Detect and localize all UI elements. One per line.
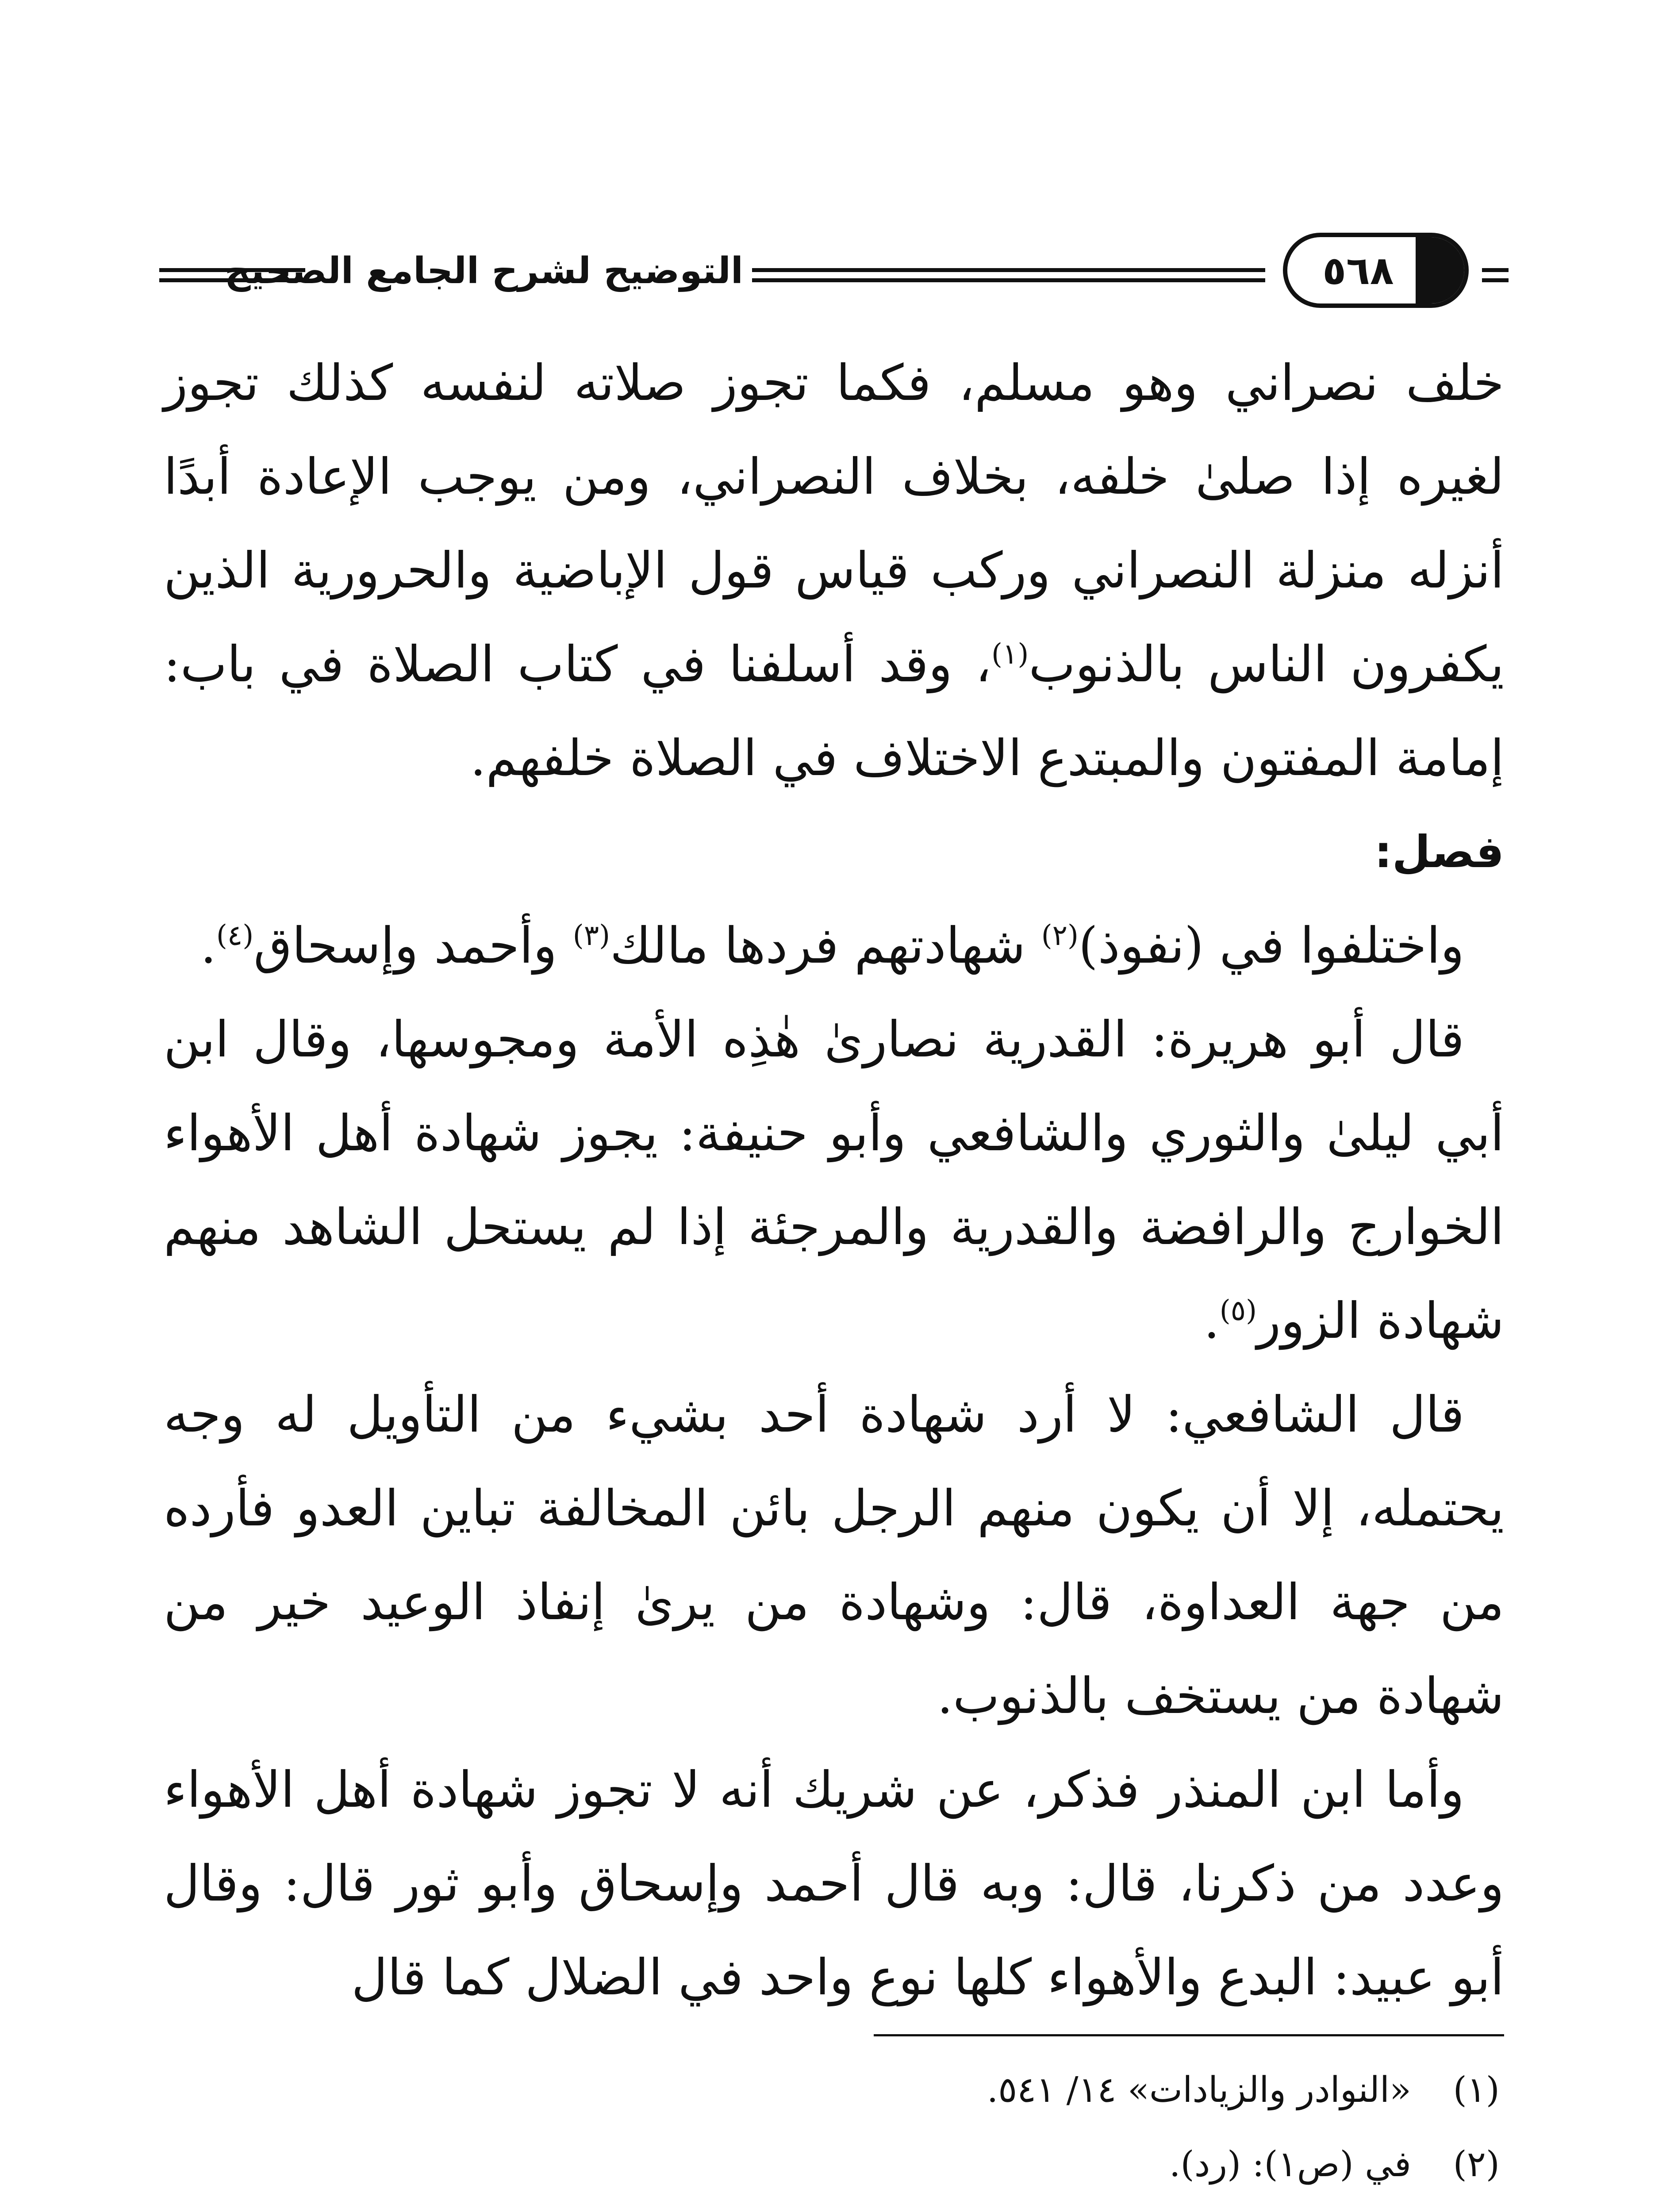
footnote-reference: (١) [991,638,1029,671]
text-run: وأما ابن المنذر فذكر، عن شريك أنه لا تجوز شهادة أهل الأهواء وعدد من ذكرنا، قال: وبه قال أحمد وإسحاق وأبو ثور قال: وقال أبو عبيد: البدع والأهواء كلها نوع واحد في الضلال كما قال [164,1761,1504,2006]
footnote-reference: (٥) [1219,1294,1257,1327]
text-run: واختلفوا في (نفوذ) [1079,917,1464,975]
footnote-number: (١) [1453,2069,1500,2110]
paragraph [164,336,1504,805]
text-run: قال الشافعي: لا أرد شهادة أحد بشيء من التأويل له وجه يحتمله، إلا أن يكون منهم الرجل بائن المخالفة تباين العدو فأرده من جهة العداوة، قال: وشهادة من يرىٰ إنفاذ الوعيد خير من شهادة من يستخف بالذنوب. [164,1386,1504,1725]
badge-ornament [1416,233,1469,308]
running-title: التوضيح لشرح الجامع الصحيح [224,250,743,292]
paragraph [164,899,1504,993]
footnote-number [1411,2201,1504,2212]
page-number-badge [1283,233,1469,308]
text-run: . [1204,1292,1220,1350]
footnote [164,2127,1504,2201]
footnote-separator [874,2034,1504,2036]
footnote-text: «النوادر والزيادات» ١٤/ ٥٤١. [987,2069,1411,2110]
text-run: قال أبو هريرة: القدرية نصارىٰ هٰذِه الأمة ومجوسها، وقال ابن أبي ليلىٰ والثوري والشافعي وأبو حنيفة: يجوز شهادة أهل الأهواء الخوارج والرافضة والقدرية والمرجئة إذا لم يستحل الشاهد منهم شهادة الزور [164,1011,1505,1350]
paragraph [164,1368,1504,1743]
footnote-text: في (ص١): (رد). [1169,2143,1411,2185]
text-run: خلف نصراني وهو مسلم، فكما تجوز صلاته لنفسه كذلك تجوز لغيره إذا صلىٰ خلفه، بخلاف النصراني، ومن يوجب الإعادة أبدًا أنزله منزلة النصراني وركب قياس قول الإباضية والحرورية الذين يكفرون الناس بالذنوب [164,354,1504,693]
header-rule-middle [752,268,1265,282]
footnote [164,2201,1504,2212]
paragraph [164,1743,1504,2024]
footnote-text [1006,2201,1411,2212]
text-run: شهادتهم فردها مالك [610,917,1041,975]
paragraph [164,993,1504,1368]
page-number: ٥٦٨ [1322,247,1394,293]
running-header [159,230,1509,319]
main-text [164,336,1504,2024]
text-run: وأحمد وإسحاق [253,917,573,975]
text-run: ، وقد أسلفنا في كتاب الصلاة في باب: إمامة المفتون والمبتدع الاختلاف في الصلاة خلفهم. [164,636,1504,787]
text-run: . [200,917,216,975]
footnote-reference: (٤) [216,919,254,952]
footnote-number: (٢) [1453,2143,1500,2185]
footnote [164,2053,1504,2127]
footnote-reference: (٢) [1041,919,1079,952]
footnote-reference: (٣) [572,919,610,952]
footnotes [164,2053,1504,2212]
section-heading: فصل: [1374,826,1504,878]
header-rule-right [1482,268,1509,282]
